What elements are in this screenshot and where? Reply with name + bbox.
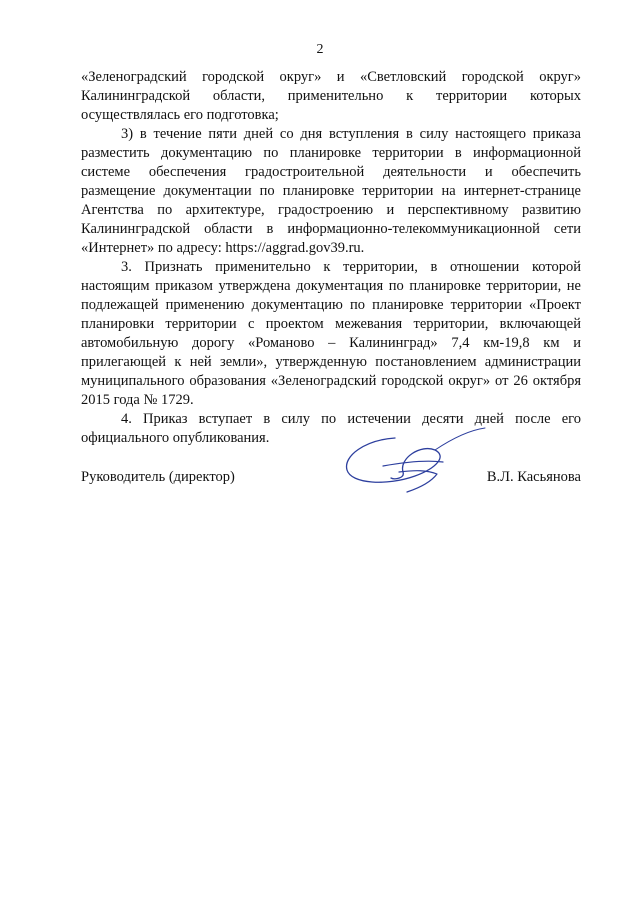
document-body <box>81 68 581 448</box>
paragraph-clause-4: 4. Приказ вступает в силу по истечении десяти дней после его официального опубликования. <box>81 411 581 446</box>
signer-name: В.Л. Касьянова <box>486 469 581 485</box>
page-number: 2 <box>316 42 324 57</box>
paragraph-clause-3: 3. Признать применительно к территории, в отношении которой настоящим приказом утверждена документация по планировке территории, не подлежащей применению документацию по планировке территории «Проект планировки территории с проектом межевания территории, включающей автомобильную дорогу «Романово – Калининград» 7,4 км-19,8 км и прилегающей к ней земли», утвержденную постановлением администрации муниципального образования «Зеленоградский городской округ» от 26 октября 2015 года № 1729. <box>81 259 581 408</box>
paragraph-item-3: 3) в течение пяти дней со дня вступления в силу настоящего приказа разместить документацию по планировке территории в информационной системе обеспечения градостроительной деятельности и обеспечить размещение документации по планировке территории на интернет-странице Агентства по архитектуре, градостроению и перспективному развитию Калининградской области в информационно-телекоммуникационной сети «Интернет» по адресу: https://aggrad.gov39.ru. <box>81 126 581 256</box>
signature-block <box>81 468 581 490</box>
signer-title: Руководитель (директор) <box>81 469 235 485</box>
paragraph-continuation: «Зеленоградский городской округ» и «Светловский городской округ» Калининградской области, применительно к территории которых осуществлялась его подготовка; <box>81 69 581 123</box>
